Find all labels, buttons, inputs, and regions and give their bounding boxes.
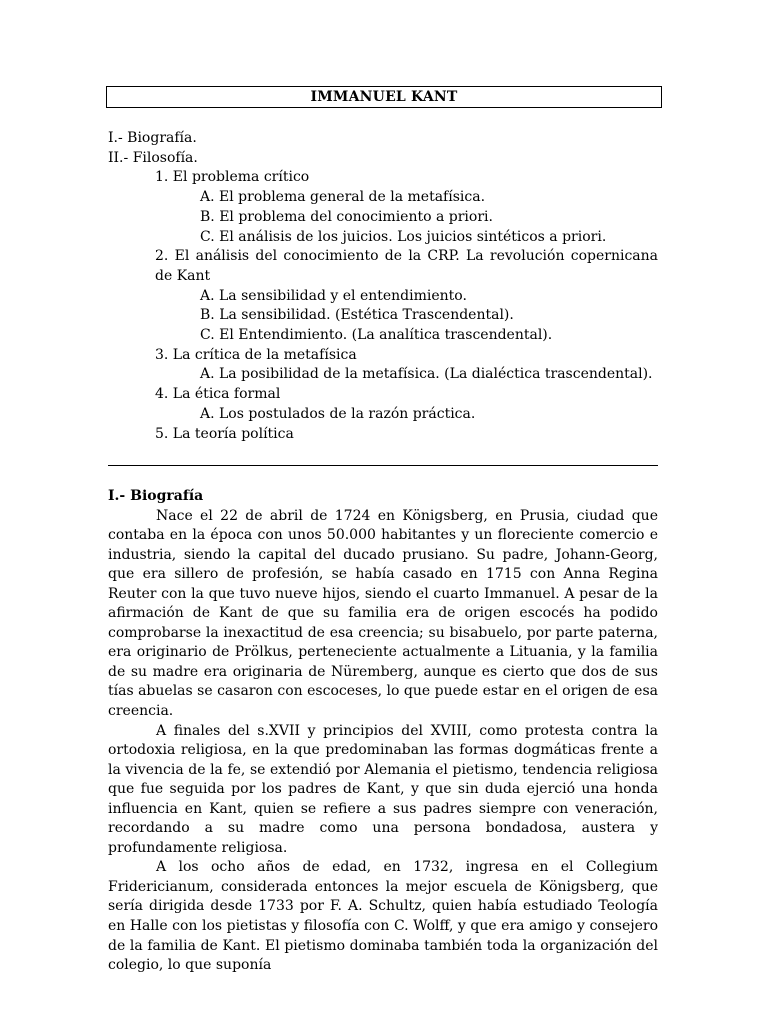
toc-item: A. Los postulados de la razón práctica.	[200, 405, 476, 422]
toc-item: II.- Filosofía.	[108, 149, 198, 166]
toc-item: C. El análisis de los juicios. Los juicios sintéticos a priori.	[200, 228, 607, 245]
biography-section	[108, 487, 658, 976]
section-divider	[108, 465, 658, 466]
toc-item: A. El problema general de la metafísica.	[200, 189, 486, 206]
toc-item: A. La sensibilidad y el entendimiento.	[200, 287, 467, 304]
toc-item: I.- Biografía.	[108, 130, 197, 146]
paragraph: Nace el 22 de abril de 1724 en Königsberg, en Prusia, ciudad que contaba en la época con unos 50.000 habitantes y un floreciente comercio e industria, siendo la capital del ducado prusiano. Su padre, Johann-Georg, que era sillero de profesión, se había casado en 1715 con Anna Regina Reuter con la que tuvo nueve hijos, siendo el cuarto Immanuel. A pesar de la afirmación de Kant de que su familia era de origen escocés ha podido comprobarse la inexactitud de esa creencia; su bisabuelo, por parte paterna, era originario de Prölkus, perteneciente actualmente a Lituania, y la familia de su madre era originaria de Nüremberg, aunque es cierto que dos de sus tías abuelas se casaron con escoceses, lo que puede estar en el origen de esa creencia.	[108, 507, 658, 720]
paragraph: A los ocho años de edad, en 1732, ingresa en el Collegium Fridericianum, considerada entonces la mejor escuela de Königsberg, que sería dirigida desde 1733 por F. A. Schultz, quien había estudiado Teología en Halle con los pietistas y filosofía con C. Wolff, y que era amigo y consejero de la familia de Kant. El pietismo dominaba también toda la organización del colegio, lo que suponía	[108, 859, 658, 974]
toc-item: C. El Entendimiento. (La analítica trascendental).	[200, 327, 553, 344]
toc-item: 2. El análisis del conocimiento de la CRP. La revolución copernicana de Kant	[155, 248, 658, 284]
toc-item: 1. El problema crítico	[155, 169, 310, 186]
toc-item: 4. La ética formal	[155, 386, 281, 403]
toc-item: 3. La crítica de la metafísica	[155, 346, 357, 363]
toc-item: B. El problema del conocimiento a priori.	[200, 208, 493, 225]
paragraph: A finales del s.XVII y principios del XVIII, como protesta contra la ortodoxia religiosa, en la que predominaban las formas dogmáticas frente a la vivencia de la fe, se extendió por Alemania el pietismo, tendencia religiosa que fue seguida por los padres de Kant, y que sin duda ejerció una honda influencia en Kant, quien se refiere a sus padres siempre con veneración, recordando a su madre como una persona bondadosa, austera y profundamente religiosa.	[108, 722, 658, 856]
toc-item: 5. La teoría política	[155, 425, 294, 442]
toc-item: A. La posibilidad de la metafísica. (La dialéctica trascendental).	[200, 366, 653, 383]
table-of-contents	[108, 129, 658, 444]
toc-item: B. La sensibilidad. (Estética Trascendental).	[200, 307, 514, 324]
document-title: IMMANUEL KANT	[106, 86, 662, 108]
section-heading: I.- Biografía	[108, 488, 204, 504]
